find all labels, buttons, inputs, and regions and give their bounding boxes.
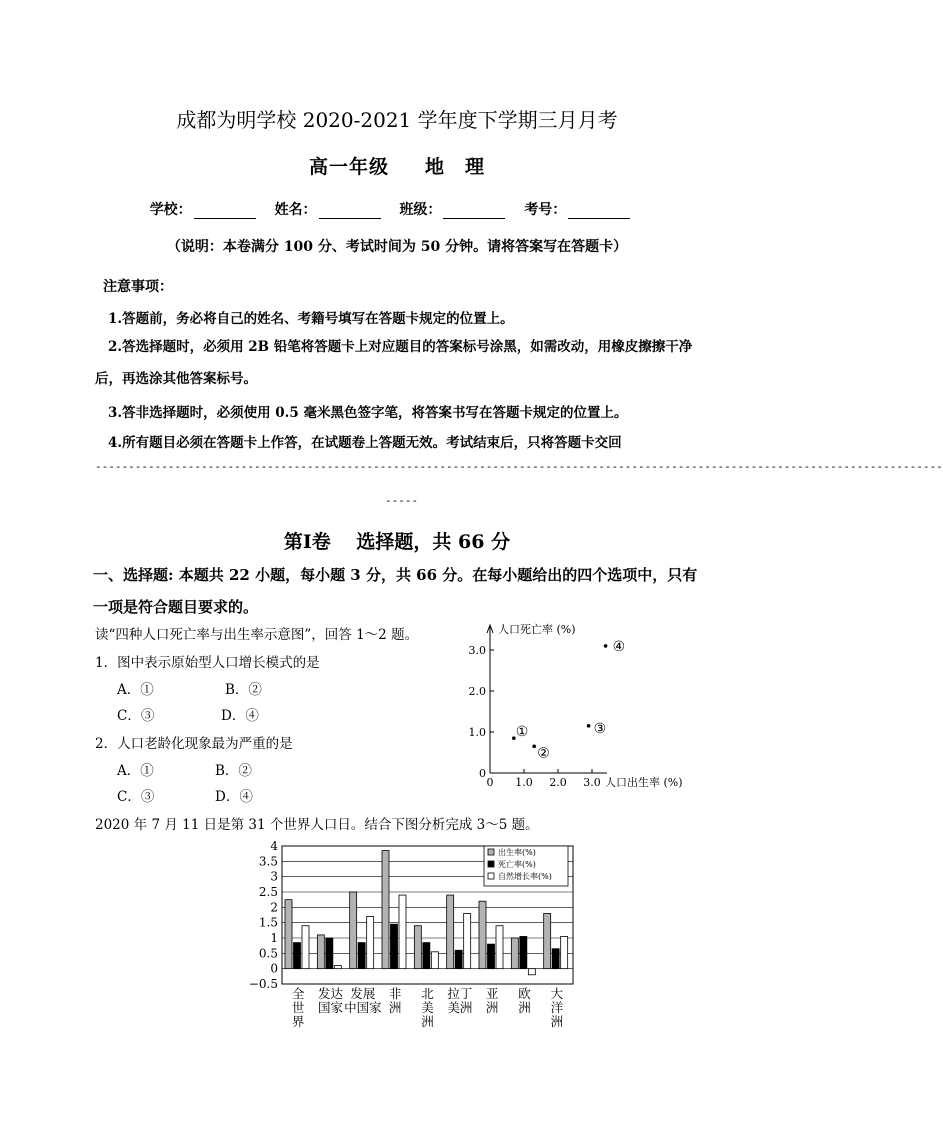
category-label: 大 [550,986,564,1001]
bar [528,969,535,975]
y-tick-label: 1.5 [258,915,278,930]
point-label: ④ [612,638,626,655]
category-label: 洲 [518,1000,531,1015]
category-label: 洲 [550,1014,564,1029]
question-intro-2: 2020 年 7 月 11 日是第 31 个世界人口日。结合下图分析完成 3～5 题。 [95,817,539,833]
y-tick-label: 0 [270,961,278,976]
bar [391,924,398,968]
birth-death-rate-scatter-chart [455,615,705,795]
section-heading: 一、选择题: 本题共 22 小题，每小题 3 分，共 66 分。在每小题给出的四个选项中，只有一项是符合题目要求的。 [93,566,698,616]
bar [464,913,471,968]
category-label: 洲 [421,1014,434,1029]
category-label: 发展 [350,986,376,1001]
category-label: 欧 [518,986,531,1001]
bar [414,926,421,969]
category-label: 全 [291,986,305,1001]
category-label: 洲 [388,1000,402,1015]
q2-option-c[interactable]: C．③ [117,789,155,805]
category-label: 中国家 [344,1000,382,1015]
q2-option-a[interactable]: A．① [117,763,154,779]
bar [317,935,324,969]
y-tick-label: −0.5 [248,977,278,991]
category-label: 发达 [317,986,344,1001]
category-label: 美 [421,1000,434,1015]
category-label: 亚 [485,986,499,1001]
category-label: 拉丁 [447,986,473,1001]
grade-label: 高一年级 [308,156,389,178]
school-field-label: 学校： [149,202,192,218]
bar [350,892,357,969]
y-tick-label: 2 [270,900,278,915]
y-tick-label: 4 [270,839,278,853]
x-axis-label: 人口出生率 (%) [605,776,683,789]
separator-line: -------------------------------------------------------------------------------------------------------------------------------- [95,460,943,473]
bar [399,895,406,969]
legend-swatch [488,873,494,879]
exam-explanation: （说明：本卷满分 100 分、考试时间为 50 分钟。请将答案写在答题卡） [166,239,628,255]
name-blank[interactable] [319,204,381,219]
q1-option-c[interactable]: C．③ [117,708,155,724]
note-item-4: 4.所有题目必须在答题卡上作答，在试题卷上答题无效。考试结束后，只将答题卡交回 [108,435,622,451]
point-label: ② [537,745,550,762]
category-label: 洲 [485,1000,499,1015]
category-label: 北 [421,986,434,1001]
y-tick-label: 0.5 [258,946,278,961]
y-tick-label: 2.5 [258,885,278,899]
bar [326,938,333,969]
scatter-point [532,745,536,749]
bar [358,943,365,969]
scatter-point [604,644,608,648]
school-blank[interactable] [194,204,256,219]
question-1: 1．图中表示原始型人口增长模式的是 [95,655,320,671]
bar [496,926,503,969]
x-tick-label: 2.0 [549,776,567,789]
q2-option-d[interactable]: D．④ [215,789,253,805]
separator-tail: ----- [385,494,419,507]
category-label: 非 [388,986,402,1001]
legend-swatch [488,861,494,867]
legend-label: 出生率(%) [498,848,536,857]
x-tick-label: 1.0 [515,776,533,789]
y-tick-label: 1.0 [468,726,486,739]
y-tick-label: 0 [479,767,486,780]
q1-option-d[interactable]: D．④ [221,708,259,724]
class-field-label: 班级： [399,202,442,218]
bar [382,851,389,969]
category-label: 世 [291,1000,305,1015]
note-item-2: 2.答选择题时，必须用 2B 铅笔将答题卡上对应题目的答案标号涂黑，如需改动，用橡皮擦擦干净后，再选涂其他答案标号。 [95,339,693,387]
note-item-3: 3.答非选择题时，必须使用 0.5 毫米黑色签字笔，将答案书写在答题卡规定的位置上。 [108,405,628,421]
point-label: ① [515,724,529,741]
q1-option-b[interactable]: B．② [225,682,262,698]
student-info-line [0,199,794,219]
legend-label: 自然增长率(%) [498,872,552,881]
bar [367,917,374,969]
bar [431,952,438,969]
category-label: 洋 [550,1000,564,1015]
category-label: 国家 [317,1000,344,1015]
category-label: 美洲 [447,1000,473,1015]
part1-title: 第Ⅰ卷 选择题，共 66 分 [283,531,511,553]
bar [511,938,518,969]
bar [302,926,309,969]
name-field-label: 姓名： [274,202,317,218]
category-label: 界 [291,1014,305,1029]
bar [479,901,486,968]
bar [488,944,495,969]
bar [285,900,292,969]
bar [544,913,551,968]
x-tick-label: 3.0 [583,776,601,789]
class-blank[interactable] [443,204,505,219]
point-label: ③ [593,720,607,737]
y-tick-label: 3.0 [468,644,486,657]
x-tick-label: 0 [486,776,494,789]
exam-no-blank[interactable] [568,204,630,219]
y-tick-label: 3 [270,869,278,884]
y-tick-label: 2.0 [468,685,486,698]
exam-no-field-label: 考号： [524,202,567,218]
bar [520,936,527,968]
scatter-point [587,724,591,728]
question-intro-1: 读“四种人口死亡率与出生率示意图”，回答 1～2 题。 [95,627,419,643]
bar [294,943,301,969]
bar [423,943,430,969]
q2-option-b[interactable]: B．② [215,763,252,779]
legend-label: 死亡率(%) [498,860,536,869]
legend-swatch [488,849,494,855]
notes-title: 注意事项： [103,279,173,295]
bar [552,949,559,969]
question-2: 2．人口老龄化现象最为严重的是 [95,736,293,752]
y-axis-label: 人口死亡率 (%) [498,623,576,636]
exam-title: 成都为明学校 2020-2021 学年度下学期三月月考 [176,108,618,132]
q1-option-a[interactable]: A．① [117,682,154,698]
bar [455,950,462,968]
y-tick-label: 3.5 [258,854,278,869]
population-rates-bar-chart [248,839,578,1029]
note-item-1: 1.答题前，务必将自己的姓名、考籍号填写在答题卡规定的位置上。 [108,311,514,327]
grade-subject-line [0,152,794,179]
bar [561,936,568,968]
bar [334,966,341,969]
y-tick-label: 1 [270,931,278,945]
subject-label: 地 理 [425,156,486,178]
bar [447,895,454,969]
